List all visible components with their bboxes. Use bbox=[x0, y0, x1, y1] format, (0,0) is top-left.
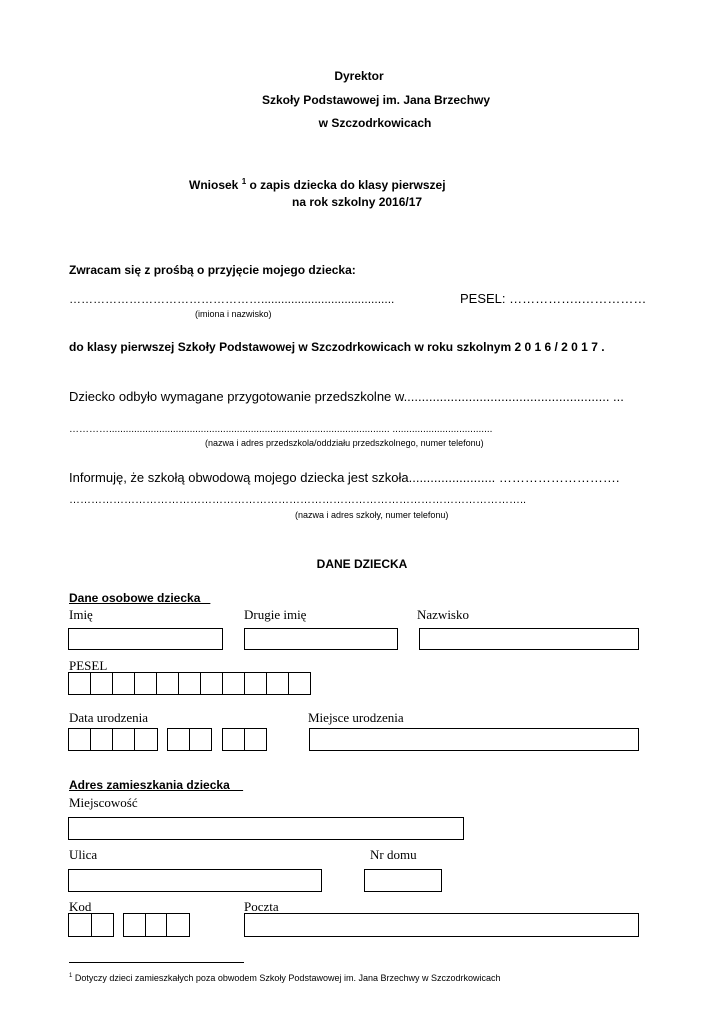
pesel-cell[interactable] bbox=[135, 673, 157, 694]
post-office-label: Poczta bbox=[244, 899, 279, 914]
footnote-mark: 1 bbox=[69, 973, 73, 979]
preschool-details-field[interactable]: …………..................................................................................................... .................................... bbox=[69, 424, 493, 435]
postal-code-cell[interactable] bbox=[124, 914, 146, 936]
pesel-cell[interactable] bbox=[201, 673, 223, 694]
last-name-label: Nazwisko bbox=[417, 607, 469, 622]
pesel-label: PESEL bbox=[69, 658, 108, 673]
birth-date-cell[interactable] bbox=[91, 729, 113, 750]
pesel-cell[interactable] bbox=[91, 673, 113, 694]
preschool-statement[interactable]: Dziecko odbyło wymagane przygotowanie przedszkolne w......................................................... ... bbox=[69, 389, 624, 404]
pesel-cell[interactable] bbox=[223, 673, 245, 694]
house-number-input[interactable] bbox=[364, 869, 442, 892]
postal-code-cell[interactable] bbox=[146, 914, 168, 936]
postal-code-cell[interactable] bbox=[69, 914, 92, 936]
postal-code-suffix-cells[interactable] bbox=[123, 913, 190, 937]
birth-date-cell[interactable] bbox=[168, 729, 190, 750]
birth-month-cells[interactable] bbox=[167, 728, 212, 751]
district-school-caption: (nazwa i adres szkoły, numer telefonu) bbox=[295, 510, 449, 520]
personal-data-heading: Dane osobowe dziecka bbox=[69, 591, 211, 605]
birth-date-cell[interactable] bbox=[223, 729, 245, 750]
first-name-label: Imię bbox=[69, 607, 93, 622]
footnote-divider bbox=[69, 962, 244, 963]
pesel-cell[interactable] bbox=[157, 673, 179, 694]
house-number-label: Nr domu bbox=[370, 847, 417, 862]
birth-date-label: Data urodzenia bbox=[69, 710, 149, 725]
pesel-cell[interactable] bbox=[113, 673, 135, 694]
birth-date-cell[interactable] bbox=[69, 729, 91, 750]
address-heading: Adres zamieszkania dziecka bbox=[69, 778, 244, 792]
postal-code-label: Kod bbox=[69, 899, 92, 914]
postal-code-prefix-cells[interactable] bbox=[68, 913, 114, 937]
street-input[interactable] bbox=[68, 869, 322, 892]
preschool-caption: (nazwa i adres przedszkola/oddziału przedszkolnego, numer telefonu) bbox=[205, 438, 484, 448]
first-name-input[interactable] bbox=[68, 628, 223, 650]
birth-place-label: Miejsce urodzenia bbox=[308, 710, 404, 725]
pesel-cell[interactable] bbox=[267, 673, 289, 694]
birth-place-input[interactable] bbox=[309, 728, 639, 751]
pesel-cell[interactable] bbox=[245, 673, 267, 694]
section-title: DANE DZIECKA bbox=[316, 557, 408, 571]
postal-code-cell[interactable] bbox=[92, 914, 114, 936]
district-school-details-field[interactable]: …………………………………………………………………………………………………………….. bbox=[69, 494, 527, 506]
pesel-cell[interactable] bbox=[69, 673, 91, 694]
birth-year-cells[interactable] bbox=[68, 728, 158, 751]
addressee-location: w Szczodrkowicach bbox=[318, 116, 432, 130]
street-label: Ulica bbox=[69, 847, 98, 862]
child-name-field[interactable]: …………………………………………........................................ bbox=[69, 292, 395, 306]
footnote bbox=[69, 973, 501, 983]
birth-day-cells[interactable] bbox=[222, 728, 267, 751]
birth-date-cell[interactable] bbox=[190, 729, 211, 750]
birth-date-cell[interactable] bbox=[245, 729, 266, 750]
city-label: Miejscowość bbox=[69, 795, 138, 810]
pesel-cell[interactable] bbox=[179, 673, 201, 694]
middle-name-label: Drugie imię bbox=[244, 607, 307, 622]
pesel-cells[interactable] bbox=[68, 672, 311, 695]
middle-name-input[interactable] bbox=[244, 628, 398, 650]
pesel-cell[interactable] bbox=[289, 673, 310, 694]
child-name-caption: (imiona i nazwisko) bbox=[195, 309, 272, 319]
addressee-school: Szkoły Podstawowej im. Jana Brzechwy bbox=[261, 93, 491, 107]
birth-date-cell[interactable] bbox=[113, 729, 135, 750]
request-intro: Zwracam się z prośbą o przyjęcie mojego dziecka: bbox=[69, 263, 356, 277]
post-office-input[interactable] bbox=[244, 913, 639, 937]
pesel-inline-field[interactable]: PESEL: ……………..…………… bbox=[460, 291, 647, 306]
footnote-text: Dotyczy dzieci zamieszkałych poza obwodem Szkoły Podstawowej im. Jana Brzechwy w Szczodrkowicach bbox=[72, 973, 501, 983]
class-statement: do klasy pierwszej Szkoły Podstawowej w Szczodrkowicach w roku szkolnym 2 0 1 6 / 2 0 1 7 . bbox=[69, 340, 605, 354]
postal-code-cell[interactable] bbox=[167, 914, 189, 936]
district-school-statement[interactable]: Informuję, że szkołą obwodową mojego dziecka jest szkoła........................ ………………………. bbox=[69, 470, 620, 485]
document-title: Wniosek $^1$ o zapis dziecka do klasy pierwszej bbox=[189, 177, 446, 192]
school-year-title: na rok szkolny 2016/17 bbox=[292, 195, 423, 209]
addressee-title: Dyrektor bbox=[334, 69, 384, 83]
birth-date-cell[interactable] bbox=[135, 729, 157, 750]
last-name-input[interactable] bbox=[419, 628, 639, 650]
footnote-reference: 1 bbox=[241, 177, 247, 186]
city-input[interactable] bbox=[68, 817, 464, 840]
